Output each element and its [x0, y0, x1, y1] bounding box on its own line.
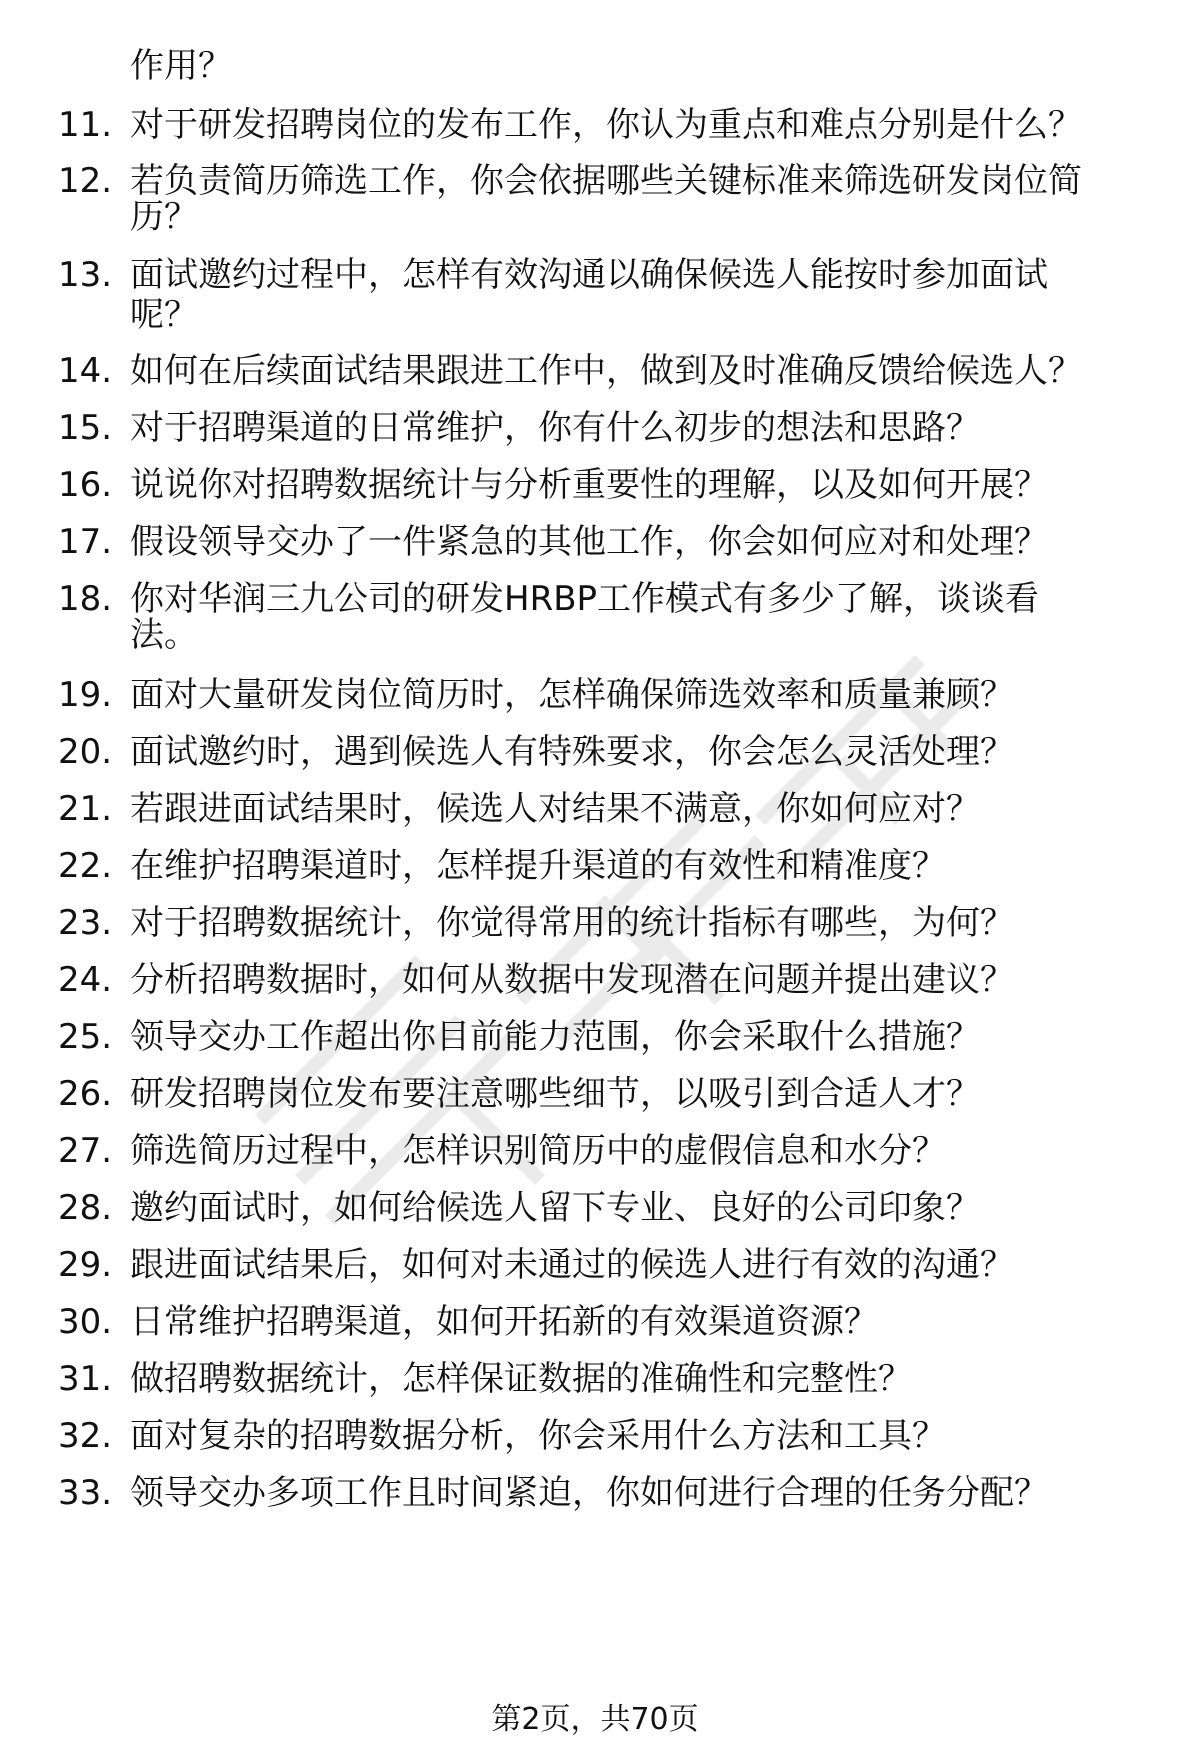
question-line — [0, 781, 1190, 837]
question-text: 面试邀约时，遇到候选人有特殊要求，你会怎么灵活处理？ — [130, 732, 1014, 772]
question-number: 21. — [58, 789, 113, 829]
question-line — [0, 1465, 1190, 1521]
question-line — [0, 1237, 1190, 1293]
question-number: 12. — [58, 161, 113, 201]
question-line — [0, 895, 1190, 951]
question-text: 法。 — [130, 615, 198, 655]
question-text: 假设领导交办了一件紧急的其他工作，你会如何应对和处理？ — [130, 522, 1048, 562]
question-text: 日常维护招聘渠道，如何开拓新的有效渠道资源？ — [130, 1302, 878, 1342]
question-text: 分析招聘数据时，如何从数据中发现潜在问题并提出建议？ — [130, 960, 1014, 1000]
question-text: 对于招聘渠道的日常维护，你有什么初步的想法和思路？ — [130, 408, 980, 448]
question-number: 32. — [58, 1416, 113, 1456]
question-text: 历？ — [130, 197, 198, 237]
question-line — [0, 838, 1190, 894]
question-number: 11. — [58, 105, 113, 145]
question-number: 30. — [58, 1302, 113, 1342]
question-line — [0, 667, 1190, 723]
question-number: 25. — [58, 1017, 113, 1057]
question-number: 19. — [58, 675, 113, 715]
question-text: 筛选简历过程中，怎样识别简历中的虚假信息和水分？ — [130, 1131, 946, 1171]
question-text: 做招聘数据统计，怎样保证数据的准确性和完整性？ — [130, 1359, 912, 1399]
question-number: 17. — [58, 522, 113, 562]
question-text: 说说你对招聘数据统计与分析重要性的理解，以及如何开展？ — [130, 465, 1048, 505]
question-line — [0, 1408, 1190, 1464]
question-number: 29. — [58, 1245, 113, 1285]
question-text: 作用？ — [130, 46, 232, 86]
question-number: 14. — [58, 351, 113, 391]
question-line — [0, 514, 1190, 570]
question-text: 邀约面试时，如何给候选人留下专业、良好的公司印象？ — [130, 1188, 980, 1228]
question-line — [0, 1180, 1190, 1236]
question-text: 如何在后续面试结果跟进工作中，做到及时准确反馈给候选人？ — [130, 351, 1082, 391]
question-text: 面对复杂的招聘数据分析，你会采用什么方法和工具？ — [130, 1416, 946, 1456]
question-number: 33. — [58, 1473, 113, 1513]
question-text: 领导交办多项工作且时间紧迫，你如何进行合理的任务分配？ — [130, 1473, 1048, 1513]
question-text: 面试邀约过程中，怎样有效沟通以确保候选人能按时参加面试 — [130, 255, 1048, 295]
question-number: 20. — [58, 732, 113, 772]
question-number: 28. — [58, 1188, 113, 1228]
question-text: 若跟进面试结果时，候选人对结果不满意，你如何应对？ — [130, 789, 980, 829]
question-text: 你对华润三九公司的研发HRBP工作模式有多少了解，谈谈看 — [130, 579, 1040, 619]
question-number: 31. — [58, 1359, 113, 1399]
question-line — [0, 952, 1190, 1008]
question-number: 23. — [58, 903, 113, 943]
question-line — [0, 607, 1190, 663]
question-line — [0, 1009, 1190, 1065]
question-text: 呢？ — [130, 295, 198, 335]
question-number: 22. — [58, 846, 113, 886]
question-line — [0, 457, 1190, 513]
page-number: 第2页，共70页 — [491, 1702, 699, 1737]
question-line — [0, 189, 1190, 245]
question-line — [0, 400, 1190, 456]
question-number: 26. — [58, 1074, 113, 1114]
question-line — [0, 724, 1190, 780]
question-line — [0, 1066, 1190, 1122]
question-line — [0, 97, 1190, 153]
question-line — [0, 38, 1190, 94]
question-text: 若负责简历筛选工作，你会依据哪些关键标准来筛选研发岗位简 — [130, 161, 1082, 201]
question-number: 24. — [58, 960, 113, 1000]
question-line — [0, 1123, 1190, 1179]
question-line — [0, 343, 1190, 399]
question-number: 13. — [58, 255, 113, 295]
question-text: 面对大量研发岗位简历时，怎样确保筛选效率和质量兼顾？ — [130, 675, 1014, 715]
question-text: 在维护招聘渠道时，怎样提升渠道的有效性和精准度？ — [130, 846, 946, 886]
question-number: 27. — [58, 1131, 113, 1171]
question-text: 对于研发招聘岗位的发布工作，你认为重点和难点分别是什么？ — [130, 105, 1082, 145]
question-line — [0, 1351, 1190, 1407]
question-text: 研发招聘岗位发布要注意哪些细节，以吸引到合适人才？ — [130, 1074, 980, 1114]
question-number: 18. — [58, 579, 113, 619]
question-text: 跟进面试结果后，如何对未通过的候选人进行有效的沟通？ — [130, 1245, 1014, 1285]
question-number: 15. — [58, 408, 113, 448]
question-text: 对于招聘数据统计，你觉得常用的统计指标有哪些，为何？ — [130, 903, 1014, 943]
question-line — [0, 287, 1190, 343]
question-number: 16. — [58, 465, 113, 505]
question-text: 领导交办工作超出你目前能力范围，你会采取什么措施？ — [130, 1017, 980, 1057]
question-line — [0, 1294, 1190, 1350]
